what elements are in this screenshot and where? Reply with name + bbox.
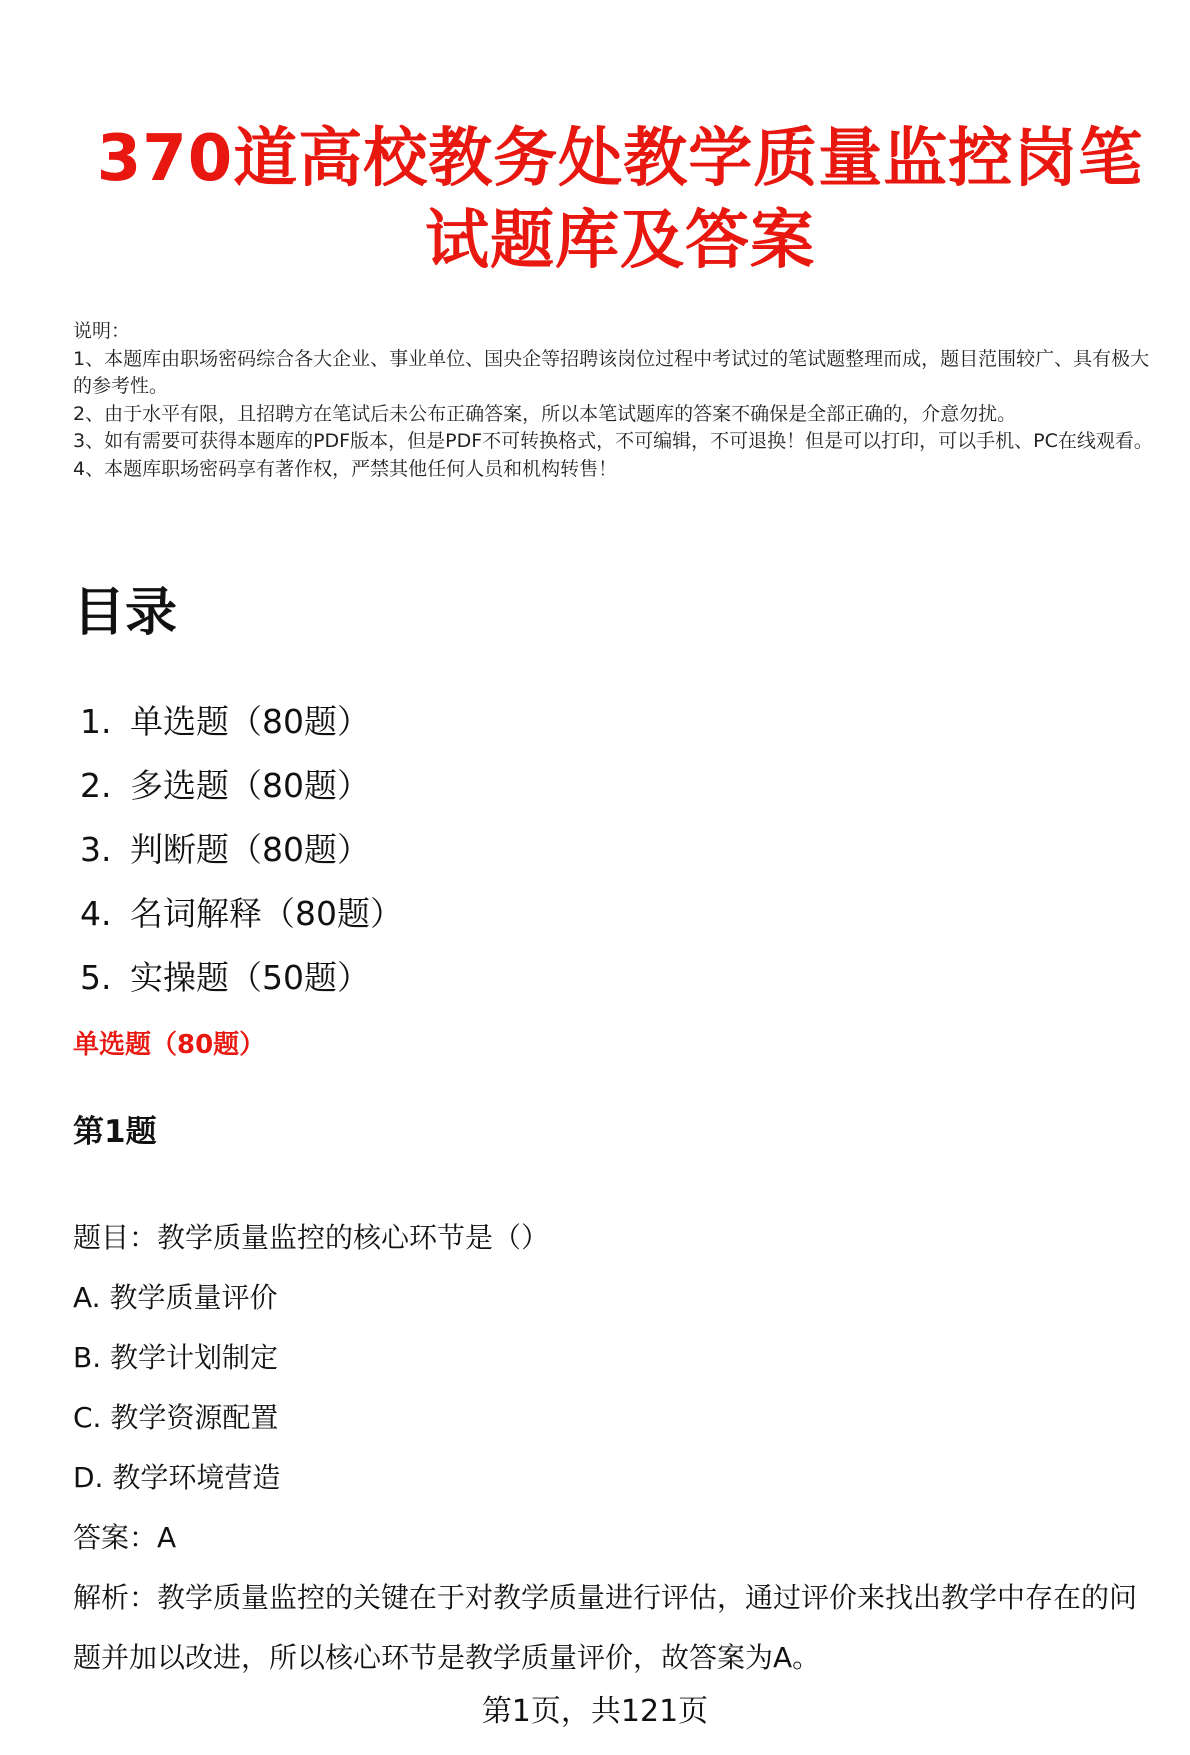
notes-item: 4、本题库职场密码享有著作权，严禁其他任何人员和机构转售！ (73, 457, 618, 480)
notes-heading: 说明： (73, 320, 131, 342)
toc-item-label: 单选题（80题） (130, 702, 370, 741)
question-option-d: D. 教学环境营造 (73, 1461, 281, 1494)
question-answer: 答案：A (73, 1521, 177, 1554)
question-stem: 题目：教学质量监控的核心环节是（） (73, 1221, 550, 1254)
toc-item-number: 3. (80, 830, 112, 869)
toc-item[interactable] (80, 754, 403, 818)
toc-item-number: 5. (80, 958, 112, 997)
notes-item: 3、如有需要可获得本题库的PDF版本，但是PDF不可转换格式，不可编辑，不可退换！但是可以打印，可以手机、PC在线观看。 (73, 430, 1153, 452)
toc-item[interactable] (80, 882, 403, 946)
question-number: 第1题 (73, 1114, 157, 1150)
toc-heading: 目录 (73, 583, 178, 643)
page-footer: 第1页，共121页 (481, 1694, 709, 1729)
toc-item[interactable] (80, 818, 403, 882)
toc-item-label: 判断题（80题） (130, 830, 370, 869)
document-title: 370道高校教务处教学质量监控岗笔试题库及答案 (96, 122, 1144, 278)
toc-item-number: 4. (80, 894, 112, 933)
section-title: 单选题（80题） (73, 1030, 266, 1060)
notes-block (73, 318, 1153, 483)
question-block (73, 1208, 1163, 1688)
notes-item: 2、由于水平有限，且招聘方在笔试后未公布正确答案，所以本笔试题库的答案不确保是全部正确的，介意勿扰。 (73, 402, 1017, 425)
question-option-b: B. 教学计划制定 (73, 1341, 279, 1374)
table-of-contents (80, 690, 403, 1010)
toc-item[interactable] (80, 690, 403, 754)
toc-item-number: 2. (80, 766, 112, 805)
question-option-c: C. 教学资源配置 (73, 1401, 279, 1434)
question-analysis: 解析：教学质量监控的关键在于对教学质量进行评估，通过评价来找出教学中存在的问题并加以改进，所以核心环节是教学质量评价，故答案为A。 (73, 1581, 1138, 1674)
toc-item[interactable] (80, 946, 403, 1010)
toc-item-label: 多选题（80题） (130, 766, 370, 805)
notes-item: 1、本题库由职场密码综合各大企业、事业单位、国央企等招聘该岗位过程中考试过的笔试题整理而成，题目范围较广、具有极大的参考性。 (73, 347, 1150, 397)
toc-item-number: 1. (80, 702, 112, 741)
toc-item-label: 名词解释（80题） (130, 894, 403, 933)
question-option-a: A. 教学质量评价 (73, 1281, 278, 1314)
toc-item-label: 实操题（50题） (130, 958, 370, 997)
